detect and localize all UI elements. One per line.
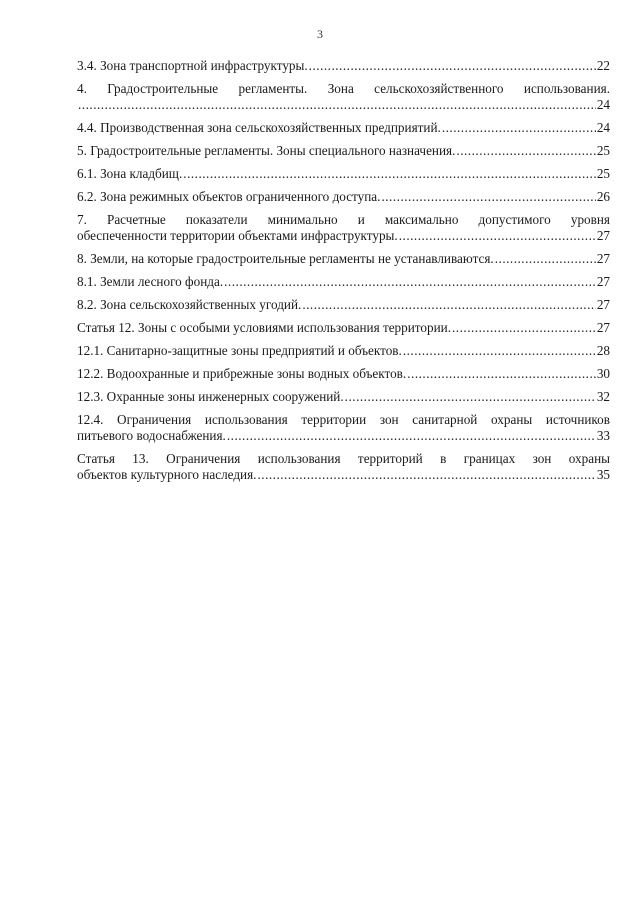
dot-leader xyxy=(381,189,595,205)
dot-leader xyxy=(495,251,596,267)
toc-entry-title: 4. Градостроительные регламенты. Зона сельскохозяйственного использования. xyxy=(77,81,610,96)
toc-entry-title: 6.1. Зона кладбищ. xyxy=(77,166,183,181)
toc-entry-page: 27 xyxy=(596,251,610,266)
toc-entry-page: 35 xyxy=(596,467,610,482)
dot-leader xyxy=(407,366,596,382)
toc-entry-title: 7. Расчетные показатели минимально и максимально допустимого уровня xyxy=(77,212,610,227)
toc-entry-title: 12.1. Санитарно-защитные зоны предприятий и объектов. xyxy=(77,343,402,358)
toc-entry-8-1[interactable] xyxy=(77,274,610,290)
dot-leader xyxy=(309,58,596,74)
toc-entry-title: 12.4. Ограничения использования территории зон санитарной охраны источников xyxy=(77,412,610,427)
dot-leader xyxy=(456,143,595,159)
toc-entry-page: 27 xyxy=(596,228,610,243)
dot-leader xyxy=(452,320,596,336)
toc-entry-title: 12.3. Охранные зоны инженерных сооружений. xyxy=(77,389,344,404)
toc-entry-title: 8.1. Земли лесного фонда. xyxy=(77,274,224,289)
toc-entry-6-1[interactable] xyxy=(77,166,610,182)
dot-leader xyxy=(442,120,596,136)
toc-entry-7[interactable] xyxy=(77,212,610,244)
table-of-contents xyxy=(77,58,610,490)
dot-leader xyxy=(257,467,595,483)
toc-entry-page: 24 xyxy=(596,120,610,135)
toc-entry-title: 8. Земли, на которые градостроительные регламенты не устанавливаются. xyxy=(77,251,494,266)
toc-entry-page: 22 xyxy=(596,58,610,73)
toc-entry-4[interactable] xyxy=(77,81,610,113)
toc-entry-title-continued: питьевого водоснабжения. xyxy=(77,428,226,443)
toc-entry-page: 25 xyxy=(596,143,610,158)
toc-entry-title: 5. Градостроительные регламенты. Зоны специального назначения. xyxy=(77,143,456,158)
dot-leader xyxy=(399,228,596,244)
toc-entry-title-continued: объектов культурного наследия. xyxy=(77,467,257,482)
toc-entry-title: 4.4. Производственная зона сельскохозяйственных предприятий. xyxy=(77,120,441,135)
toc-entry-page: 32 xyxy=(596,389,610,404)
toc-entry-page: 26 xyxy=(596,189,610,204)
toc-entry-title: 6.2. Зона режимных объектов ограниченного доступа. xyxy=(77,189,381,204)
dot-leader xyxy=(345,389,596,405)
toc-entry-6-2[interactable] xyxy=(77,189,610,205)
toc-entry-12-1[interactable] xyxy=(77,343,610,359)
toc-entry-title-continued: обеспеченности территории объектами инфраструктуры. xyxy=(77,228,398,243)
toc-entry-page: 27 xyxy=(596,297,610,312)
toc-entry-12-2[interactable] xyxy=(77,366,610,382)
toc-entry-page: 28 xyxy=(596,343,610,358)
toc-entry-article-13[interactable] xyxy=(77,451,610,483)
toc-entry-article-12[interactable] xyxy=(77,320,610,336)
dot-leader xyxy=(183,166,596,182)
dot-leader xyxy=(78,97,596,113)
toc-entry-3-4[interactable] xyxy=(77,58,610,74)
toc-entry-title: Статья 12. Зоны с особыми условиями использования территории. xyxy=(77,320,451,335)
toc-entry-12-4[interactable] xyxy=(77,412,610,444)
toc-entry-page: 27 xyxy=(596,274,610,289)
dot-leader xyxy=(302,297,595,313)
toc-entry-page: 25 xyxy=(596,166,610,181)
toc-entry-5[interactable] xyxy=(77,143,610,159)
toc-entry-page: 27 xyxy=(596,320,610,335)
toc-entry-title: 3.4. Зона транспортной инфраструктуры. xyxy=(77,58,308,73)
toc-entry-title: 8.2. Зона сельскохозяйственных угодий. xyxy=(77,297,302,312)
page-number: 3 xyxy=(317,27,323,41)
toc-entry-4-4[interactable] xyxy=(77,120,610,136)
dot-leader xyxy=(403,343,596,359)
dot-leader xyxy=(224,274,596,290)
toc-entry-page: 30 xyxy=(596,366,610,381)
toc-entry-8-2[interactable] xyxy=(77,297,610,313)
toc-entry-page: 33 xyxy=(596,428,610,443)
dot-leader xyxy=(227,428,596,444)
toc-entry-page: 24 xyxy=(596,97,610,112)
toc-entry-title: Статья 13. Ограничения использования территорий в границах зон охраны xyxy=(77,451,610,466)
toc-entry-title: 12.2. Водоохранные и прибрежные зоны водных объектов. xyxy=(77,366,407,381)
toc-entry-12-3[interactable] xyxy=(77,389,610,405)
toc-entry-8[interactable] xyxy=(77,251,610,267)
